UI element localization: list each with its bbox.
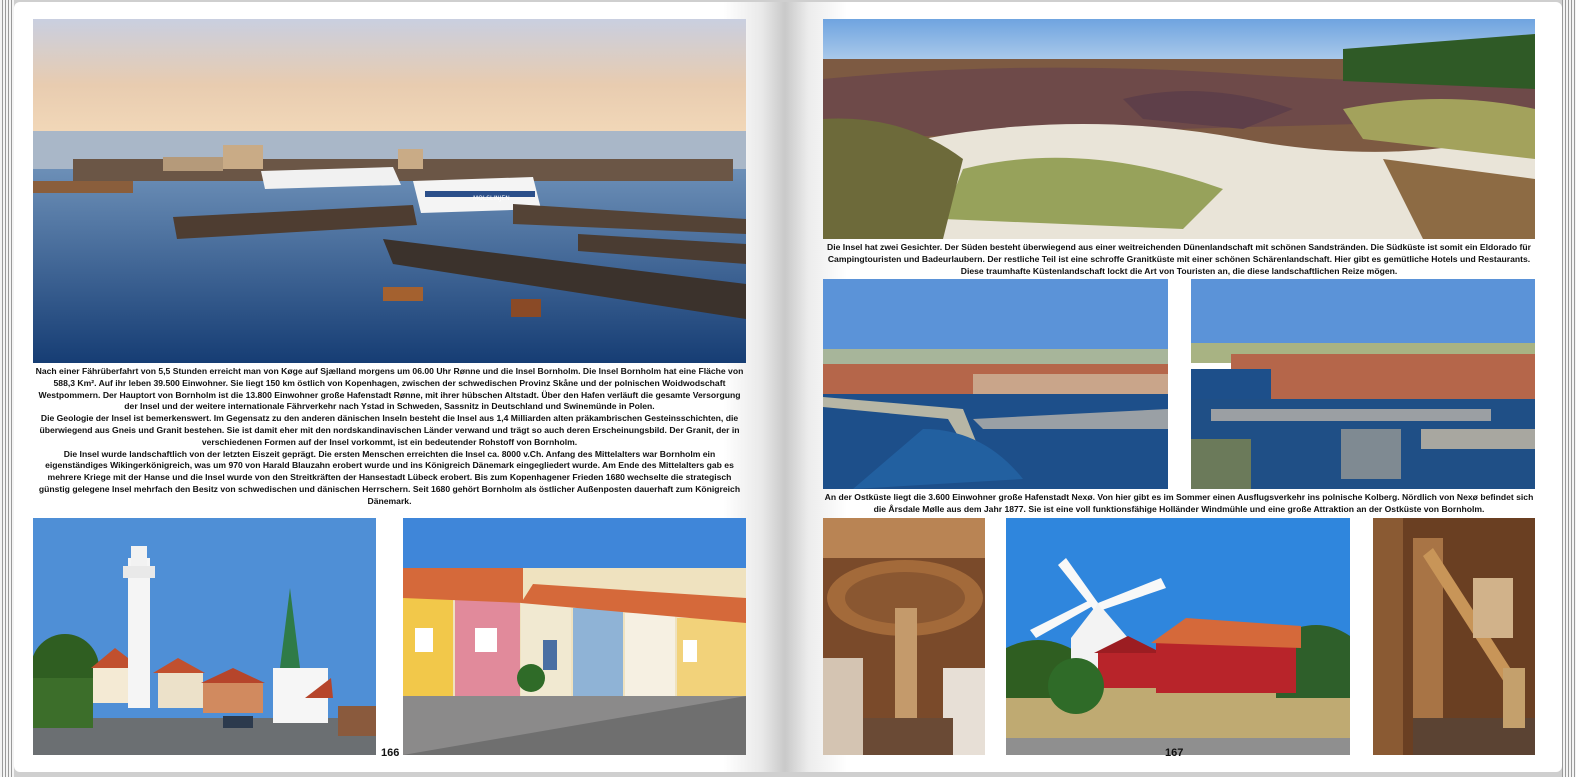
caption-paragraph: Die Geologie der Insel ist bemerkenswert. Im Gegensatz zu den anderen dänischen Inseln besteht die Insel aus 1,4 Milliarden alten präkambrischen Gesteinsschichten, die überwiegend aus Gneis und Granit bestehen. Sie ist damit eher mit den nordskandinavischen Länder verwand und trägt so auch deren Erscheinungsbild. Der Granit, der in verschiedenen Formen auf der Insel vorkommt, ist ein bedeutender Rohstoff von Bornholm. [39,413,740,447]
mill-interior-photo [823,518,985,755]
right-page [785,2,1562,772]
dunes-photo [823,19,1535,239]
street-houses-photo [403,518,746,755]
caption-paragraph: Die Insel wurde landschaftlich von der letzten Eiszeit geprägt. Die ersten Menschen erreichten die Insel ca. 8000 v.Ch. Anfang des Mittelalters war Bornholm ein eigenständiges Wikingerkönigreich, was um 970 von Harald Blauzahn erobert wurde und ins Königreich Dänemark eingegliedert wurde. Am Ende des Mittelalters gab es mehrere Kriege mit der Hanse und die Insel wurde von den Streitkräften der Hansestadt Lübeck erobert. Bis zum Kopenhagener Frieden 1680 wechselte die strategisch günstig gelegene Insel mehrfach den Besitz von schwedischen und dänischen Herrschern. Seit 1680 gehört Bornholm als östlicher Außenposten dauerhaft zum Königreich Dänemark. [38,448,741,506]
right-page-stack [1562,0,1576,777]
right-caption-middle: An der Ostküste liegt die 3.600 Einwohner große Hafenstadt Nexø. Von hier gibt es im Sommer einen Ausflugsverkehr ins polnische Kolberg. Nördlich von Nexø befindet sich die Årsdale Mølle aus dem Jahr 1877. Sie ist eine voll funktionsfähige Holländer Windmühle und eine große Attraktion an der Ostküste von Bornholm. [824,492,1534,514]
aerial-harbor-photo-right [1191,279,1535,489]
lighthouse-photo [33,518,376,755]
caption-paragraph: Nach einer Fährüberfahrt von 5,5 Stunden erreicht man von Køge auf Sjælland morgens um 06.00 Uhr Rønne und die Insel Bornholm. Die Insel Bornholm hat eine Fläche von 588,3 Km². Auf ihr leben 39.500 Einwohner. Sie liegt 150 km östlich von Kopenhagen, zwischen der schwedischen Provinz Skåne und der polnischen Woidwodschaft Westpommern. Der Hauptort von Bornholm ist die 13.800 Einwohner große Hafenstadt Rønne, mit ihrer hübschen Altstadt. Über den Hafen verläuft die gesamte Versorgung der Insel und der weitere internationale Fährverkehr nach Ystad in Schweden, Sassnitz in Deutschland und Swinemünde in Polen. [35,366,744,412]
aerial-harbor-photo-left [823,279,1168,489]
left-page-stack [0,0,14,777]
left-caption [33,366,746,508]
left-page [14,2,785,772]
windmill-photo [1006,518,1350,755]
harbor-photo [33,19,746,363]
ferry-label: MOLSLINJEN [473,195,510,202]
page-number-right: 167 [1165,747,1184,759]
page-number-left: 166 [381,747,400,759]
right-caption-top: Die Insel hat zwei Gesichter. Der Süden besteht überwiegend aus einer weitreichenden Dünenlandschaft mit schönen Sandstränden. Die Südküste ist somit ein Eldorado für Campingtouristen und Badeurlaubern. Der restliche Teil ist eine schroffe Granitküste mit einer schönen Schärenlandschaft. Hier gibt es gemütliche Hotels und Restaurants. Diese traumhafte Küstenlandschaft lockt die Art von Touristen an, die diese landschaftlichen Reize mögen. [827,242,1531,276]
mill-stairs-photo [1373,518,1535,755]
